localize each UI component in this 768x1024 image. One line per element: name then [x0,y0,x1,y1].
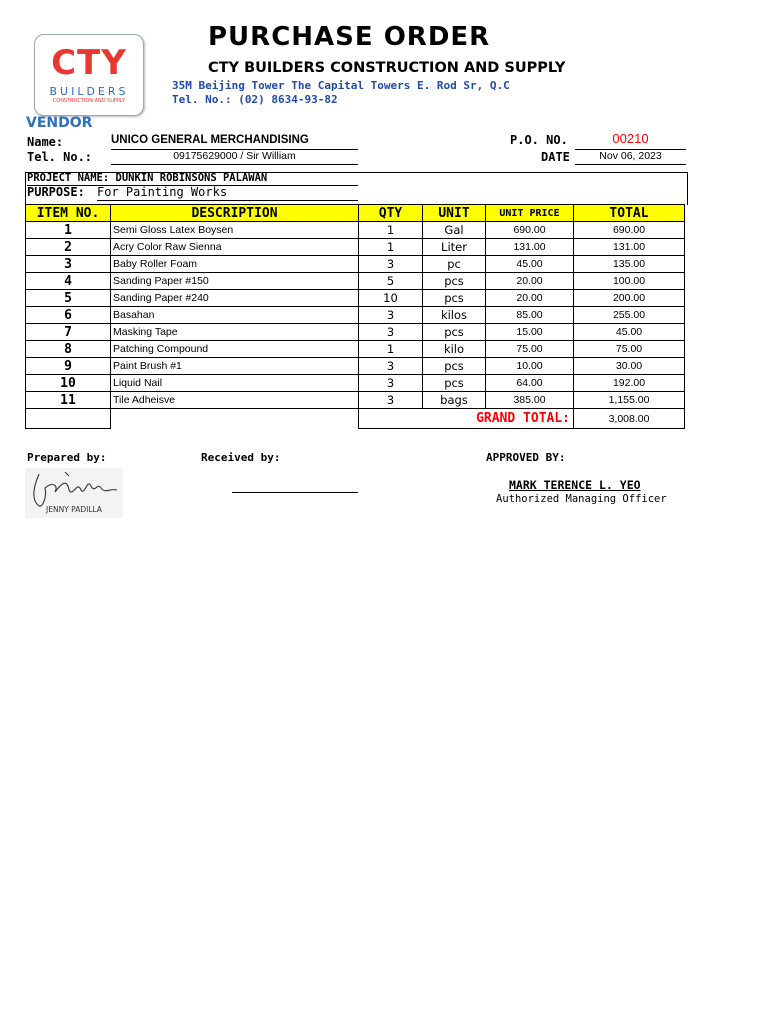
project-name-label: PROJECT NAME: [27,172,110,184]
grand-total-label: GRAND TOTAL: [359,409,574,429]
table-row [26,392,685,409]
item-no: 8 [26,341,111,358]
signature-image [25,468,123,518]
item-unit-price: 690.00 [486,222,574,239]
item-no: 2 [26,239,111,256]
project-name-row [27,172,358,186]
approved-by-label: APPROVED BY: [486,451,566,464]
item-total: 131.00 [574,239,685,256]
item-qty: 3 [359,324,423,341]
company-tel: Tel. No.: (02) 8634-93-82 [172,93,338,106]
purpose-label: PURPOSE: [27,185,85,199]
company-logo [34,34,144,116]
table-row [26,307,685,324]
item-total: 690.00 [574,222,685,239]
received-by-line [232,492,358,493]
item-no: 10 [26,375,111,392]
prepared-by-label: Prepared by: [27,451,107,464]
header-total: TOTAL [574,205,685,222]
item-qty: 10 [359,290,423,307]
item-qty: 1 [359,341,423,358]
item-total: 1,155.00 [574,392,685,409]
item-qty: 5 [359,273,423,290]
table-row [26,341,685,358]
item-unit: bags [423,392,486,409]
company-address: 35M Beijing Tower The Capital Towers E. Rod Sr, Q.C [172,79,510,92]
item-unit: Gal [423,222,486,239]
table-row [26,290,685,307]
item-unit-price: 15.00 [486,324,574,341]
items-table [25,204,685,429]
item-total: 135.00 [574,256,685,273]
table-row [26,256,685,273]
item-description: Paint Brush #1 [111,358,359,375]
grand-total-row [26,409,685,429]
logo-subtext: BUILDERS [49,85,129,98]
vendor-name: UNICO GENERAL MERCHANDISING [111,134,358,150]
po-number-label: P.O. NO. [510,133,568,147]
item-no: 3 [26,256,111,273]
item-description: Sanding Paper #240 [111,290,359,307]
item-total: 30.00 [574,358,685,375]
item-unit: pc [423,256,486,273]
item-description: Masking Tape [111,324,359,341]
table-header-row [26,205,685,222]
date-label: DATE [541,150,570,164]
received-by-label: Received by: [201,451,281,464]
po-number: 00210 [575,131,686,150]
item-no: 6 [26,307,111,324]
item-qty: 3 [359,392,423,409]
item-unit: pcs [423,375,486,392]
item-total: 75.00 [574,341,685,358]
item-description: Basahan [111,307,359,324]
empty-cell [26,409,111,429]
document-title: PURCHASE ORDER [208,22,491,52]
vendor-name-label: Name: [27,135,64,149]
header-item-no: ITEM NO. [26,205,111,222]
item-no: 9 [26,358,111,375]
item-unit-price: 20.00 [486,290,574,307]
item-no: 7 [26,324,111,341]
item-no: 5 [26,290,111,307]
item-description: Sanding Paper #150 [111,273,359,290]
table-row [26,239,685,256]
table-row [26,358,685,375]
item-unit-price: 20.00 [486,273,574,290]
item-qty: 3 [359,256,423,273]
item-unit-price: 85.00 [486,307,574,324]
item-unit: kilo [423,341,486,358]
header-qty: QTY [359,205,423,222]
approver-name: MARK TERENCE L. YEO [509,478,641,492]
header-unit-price: UNIT PRICE [486,205,574,222]
item-qty: 3 [359,307,423,324]
item-no: 1 [26,222,111,239]
item-total: 100.00 [574,273,685,290]
item-unit: kilos [423,307,486,324]
item-total: 255.00 [574,307,685,324]
item-description: Liquid Nail [111,375,359,392]
item-total: 45.00 [574,324,685,341]
item-total: 200.00 [574,290,685,307]
item-qty: 3 [359,358,423,375]
item-unit-price: 385.00 [486,392,574,409]
approver-title: Authorized Managing Officer [496,493,667,505]
table-row [26,273,685,290]
preparer-name: JENNY PADILLA [46,505,102,514]
table-row [26,375,685,392]
vendor-tel: 09175629000 / Sir William [111,150,358,165]
item-no: 4 [26,273,111,290]
item-unit-price: 75.00 [486,341,574,358]
item-total: 192.00 [574,375,685,392]
item-qty: 1 [359,239,423,256]
item-qty: 3 [359,375,423,392]
item-description: Semi Gloss Latex Boysen [111,222,359,239]
table-row [26,324,685,341]
item-description: Patching Compound [111,341,359,358]
empty-cell [111,409,359,429]
vendor-tel-label: Tel. No.: [27,150,93,164]
logo-tagline: CONSTRUCTION AND SUPPLY [52,98,126,104]
item-unit: pcs [423,324,486,341]
vendor-heading: VENDOR [26,115,93,129]
logo-text: CTY [51,43,127,83]
item-unit-price: 64.00 [486,375,574,392]
item-description: Tile Adheisve [111,392,359,409]
header-unit: UNIT [423,205,486,222]
item-no: 11 [26,392,111,409]
item-unit: Liter [423,239,486,256]
item-description: Baby Roller Foam [111,256,359,273]
item-unit: pcs [423,273,486,290]
project-name: DUNKIN ROBINSONS PALAWAN [115,172,268,184]
item-description: Acry Color Raw Sienna [111,239,359,256]
item-unit-price: 45.00 [486,256,574,273]
po-date: Nov 06, 2023 [575,150,686,165]
header-description: DESCRIPTION [111,205,359,222]
item-unit-price: 131.00 [486,239,574,256]
company-name: CTY BUILDERS CONSTRUCTION AND SUPPLY [208,60,566,76]
item-unit: pcs [423,290,486,307]
table-row [26,222,685,239]
item-unit-price: 10.00 [486,358,574,375]
purpose-value: For Painting Works [97,185,358,201]
grand-total-value: 3,008.00 [574,409,685,429]
item-qty: 1 [359,222,423,239]
item-unit: pcs [423,358,486,375]
